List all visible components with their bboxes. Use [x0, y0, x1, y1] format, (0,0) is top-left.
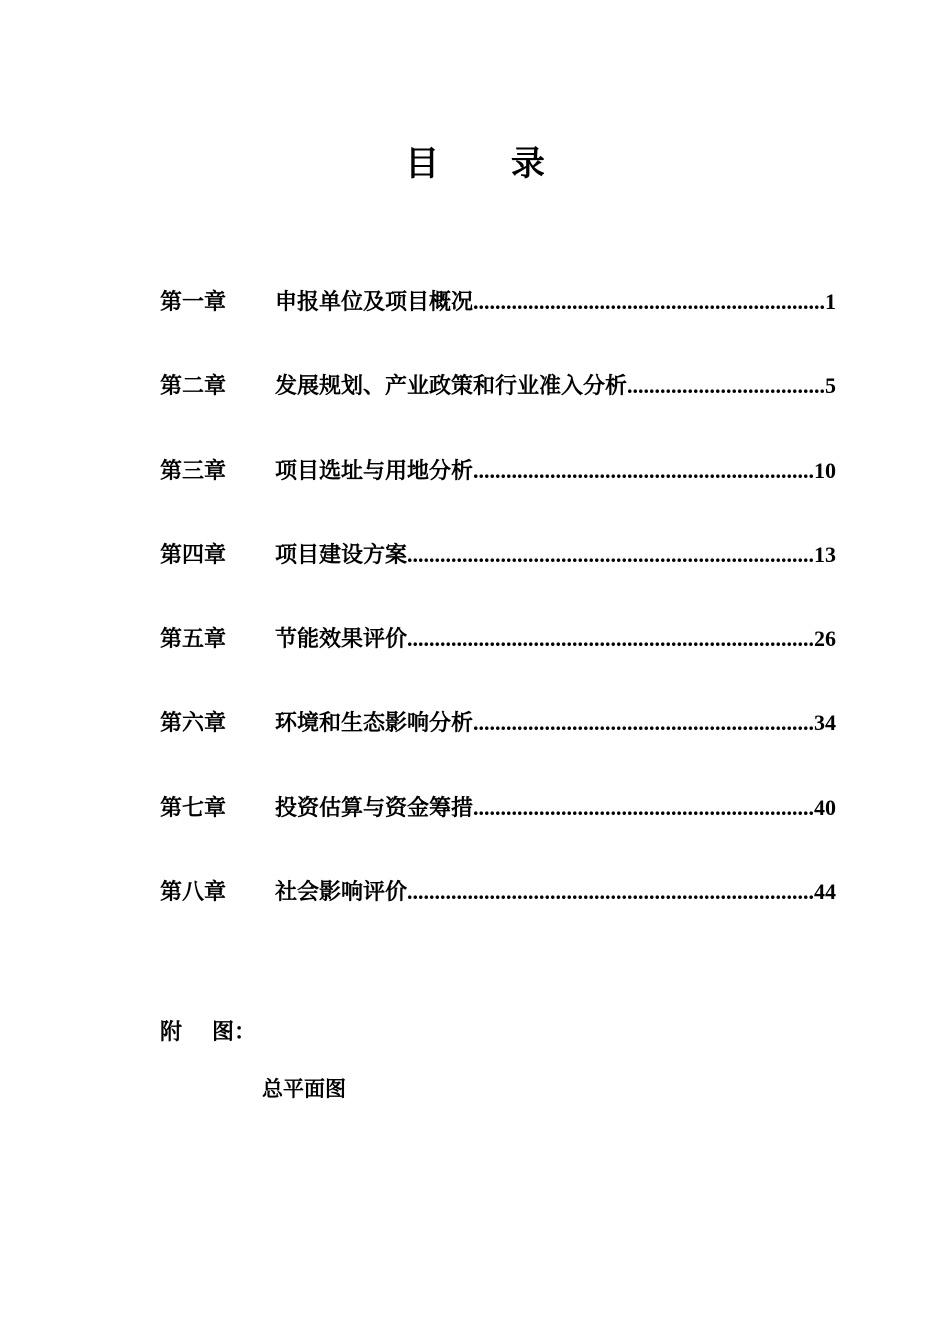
toc-title: 项目选址与用地分析 — [275, 457, 474, 484]
toc-chapter-label: 第四章 — [160, 541, 227, 568]
toc-page-number: 26 — [814, 626, 836, 652]
toc-title: 环境和生态影响分析 — [275, 710, 474, 737]
toc-dot-leader — [473, 786, 814, 830]
toc-page-number: 1 — [825, 289, 836, 314]
toc-dot-leader — [407, 870, 814, 914]
toc-entry-5[interactable] — [160, 617, 836, 701]
toc-dot-leader — [473, 449, 814, 493]
toc-chapter-label: 第二章 — [160, 373, 227, 400]
toc-title: 投资估算与资金筹措 — [275, 794, 474, 821]
toc-page-number: 13 — [814, 541, 836, 567]
appendix-label-part2: 图： — [212, 1019, 257, 1045]
toc-dot-leader — [407, 617, 814, 661]
toc-entry-6[interactable] — [160, 701, 836, 785]
appendix-item-site-plan[interactable]: 总平面图 — [262, 1076, 346, 1101]
toc-chapter-label: 第七章 — [160, 794, 227, 821]
toc-dot-leader — [407, 533, 814, 577]
toc-chapter-label: 第一章 — [160, 289, 227, 315]
toc-page-number: 10 — [814, 457, 836, 483]
toc-page-number: 40 — [814, 794, 836, 820]
toc-chapter-label: 第五章 — [160, 626, 227, 653]
toc-chapter-label: 第八章 — [160, 879, 227, 906]
toc-entry-1[interactable] — [160, 280, 836, 364]
toc-entry-8[interactable] — [160, 870, 836, 954]
toc-entry-4[interactable] — [160, 533, 836, 617]
toc-entry-7[interactable] — [160, 786, 836, 870]
toc-chapter-label: 第三章 — [160, 457, 227, 484]
toc-page-number: 5 — [825, 373, 836, 399]
toc-entry-2[interactable] — [160, 364, 836, 448]
toc-page-number: 34 — [814, 710, 836, 736]
toc-dot-leader — [473, 280, 825, 324]
toc-title: 申报单位及项目概况 — [275, 289, 474, 315]
toc-dot-leader — [627, 364, 825, 408]
toc-title: 项目建设方案 — [275, 541, 408, 568]
page-title: 目 录 — [405, 144, 575, 184]
toc-title: 发展规划、产业政策和行业准入分析 — [275, 373, 628, 400]
appendix-label-part1: 附 — [160, 1019, 183, 1045]
appendix-heading — [160, 1012, 256, 1052]
toc-dot-leader — [473, 701, 814, 745]
toc-chapter-label: 第六章 — [160, 710, 227, 737]
toc-entry-3[interactable] — [160, 449, 836, 533]
toc-title: 社会影响评价 — [275, 879, 408, 906]
toc-page-number: 44 — [814, 879, 836, 905]
toc-title: 节能效果评价 — [275, 626, 408, 653]
table-of-contents — [160, 280, 836, 954]
